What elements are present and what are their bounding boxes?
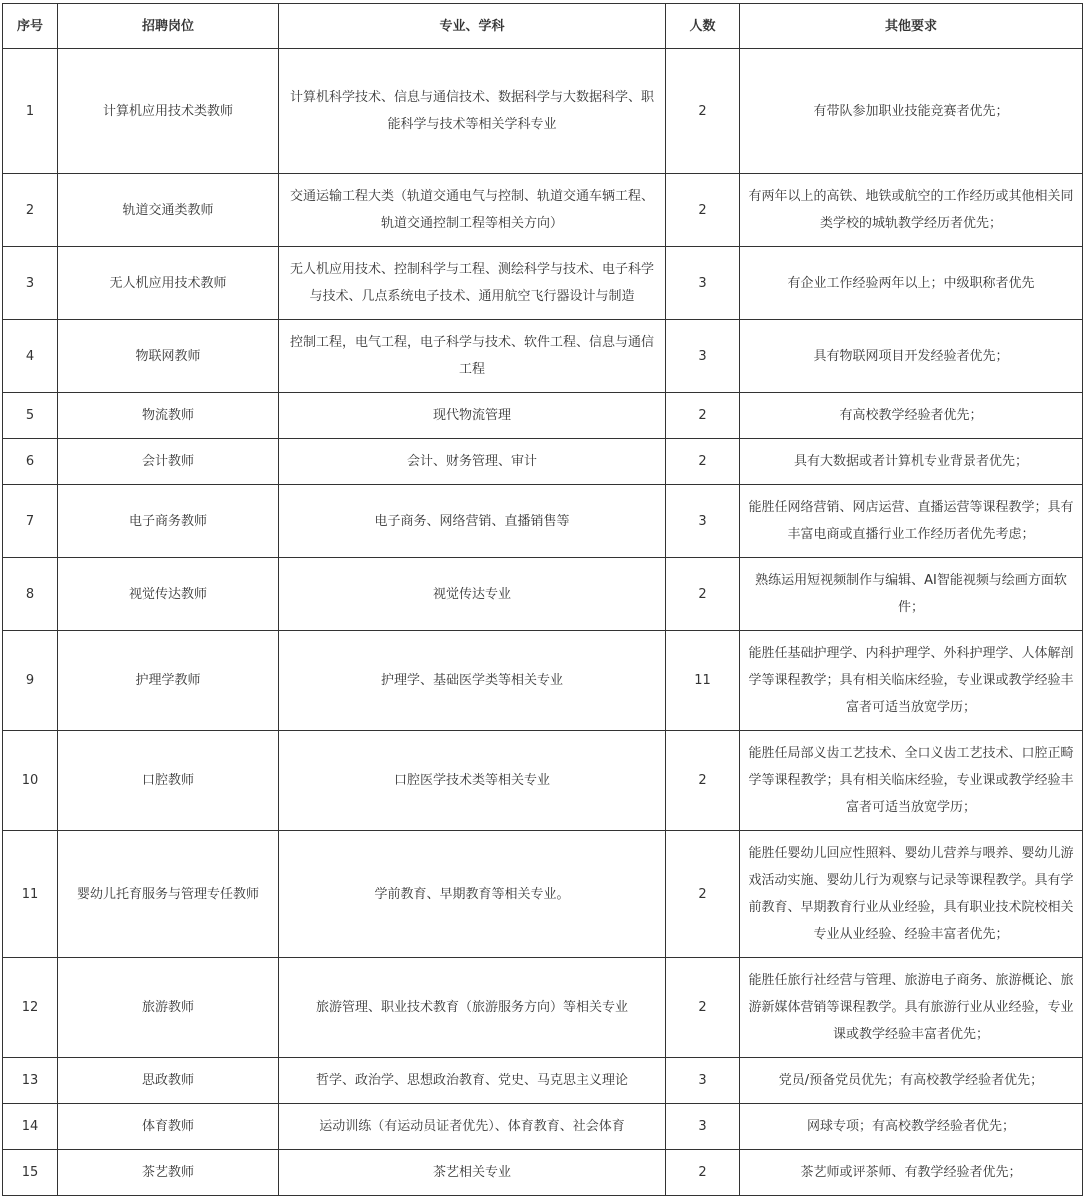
row-requirements: 具有大数据或者计算机专业背景者优先； (740, 439, 1083, 485)
row-requirements: 有高校教学经验者优先； (740, 393, 1083, 439)
row-requirements: 能胜任旅行社经营与管理、旅游电子商务、旅游概论、旅游新媒体营销等课程教学。具有旅游行业从业经验，专业课或教学经验丰富者优先； (740, 958, 1083, 1058)
table-row (3, 1150, 1083, 1196)
row-position: 思政教师 (58, 1058, 279, 1104)
header-major: 专业、学科 (279, 4, 666, 49)
header-row (3, 4, 1083, 49)
row-major: 电子商务、网络营销、直播销售等 (279, 485, 666, 558)
recruitment-table (2, 3, 1083, 1196)
row-index: 13 (3, 1058, 58, 1104)
table-row (3, 49, 1083, 174)
table-row (3, 1058, 1083, 1104)
table-row (3, 958, 1083, 1058)
row-count: 2 (666, 439, 740, 485)
row-position: 护理学教师 (58, 631, 279, 731)
row-index: 15 (3, 1150, 58, 1196)
table-row (3, 320, 1083, 393)
table-row (3, 831, 1083, 958)
row-position: 视觉传达教师 (58, 558, 279, 631)
row-count: 2 (666, 958, 740, 1058)
row-major: 交通运输工程大类（轨道交通电气与控制、轨道交通车辆工程、轨道交通控制工程等相关方向） (279, 174, 666, 247)
row-index: 8 (3, 558, 58, 631)
row-position: 计算机应用技术类教师 (58, 49, 279, 174)
row-count: 3 (666, 1104, 740, 1150)
row-major: 计算机科学技术、信息与通信技术、数据科学与大数据科学、职能科学与技术等相关学科专业 (279, 49, 666, 174)
row-count: 2 (666, 731, 740, 831)
row-requirements: 有两年以上的高铁、地铁或航空的工作经历或其他相关同类学校的城轨教学经历者优先； (740, 174, 1083, 247)
row-requirements: 能胜任局部义齿工艺技术、全口义齿工艺技术、口腔正畸学等课程教学；具有相关临床经验，专业课或教学经验丰富者可适当放宽学历； (740, 731, 1083, 831)
row-requirements: 能胜任基础护理学、内科护理学、外科护理学、人体解剖学等课程教学；具有相关临床经验，专业课或教学经验丰富者可适当放宽学历； (740, 631, 1083, 731)
row-count: 2 (666, 831, 740, 958)
row-major: 控制工程，电气工程，电子科学与技术、软件工程、信息与通信工程 (279, 320, 666, 393)
row-position: 物流教师 (58, 393, 279, 439)
table-row (3, 485, 1083, 558)
row-requirements: 熟练运用短视频制作与编辑、AI智能视频与绘画方面软件； (740, 558, 1083, 631)
table-row (3, 1104, 1083, 1150)
row-count: 2 (666, 393, 740, 439)
row-index: 3 (3, 247, 58, 320)
row-requirements: 网球专项；有高校教学经验者优先； (740, 1104, 1083, 1150)
table-row (3, 631, 1083, 731)
row-index: 10 (3, 731, 58, 831)
row-major: 无人机应用技术、控制科学与工程、测绘科学与技术、电子科学与技术、几点系统电子技术、通用航空飞行器设计与制造 (279, 247, 666, 320)
row-count: 3 (666, 485, 740, 558)
row-index: 9 (3, 631, 58, 731)
row-position: 婴幼儿托育服务与管理专任教师 (58, 831, 279, 958)
table-row (3, 393, 1083, 439)
row-requirements: 有带队参加职业技能竞赛者优先； (740, 49, 1083, 174)
row-major: 口腔医学技术类等相关专业 (279, 731, 666, 831)
row-position: 茶艺教师 (58, 1150, 279, 1196)
table-row (3, 558, 1083, 631)
row-major: 会计、财务管理、审计 (279, 439, 666, 485)
table-row (3, 247, 1083, 320)
row-position: 电子商务教师 (58, 485, 279, 558)
row-index: 2 (3, 174, 58, 247)
table-row (3, 731, 1083, 831)
row-major: 茶艺相关专业 (279, 1150, 666, 1196)
row-count: 2 (666, 49, 740, 174)
row-major: 视觉传达专业 (279, 558, 666, 631)
row-index: 7 (3, 485, 58, 558)
row-count: 3 (666, 247, 740, 320)
row-major: 运动训练（有运动员证者优先）、体育教育、社会体育 (279, 1104, 666, 1150)
row-position: 无人机应用技术教师 (58, 247, 279, 320)
row-index: 11 (3, 831, 58, 958)
row-major: 学前教育、早期教育等相关专业。 (279, 831, 666, 958)
row-position: 口腔教师 (58, 731, 279, 831)
header-count: 人数 (666, 4, 740, 49)
row-position: 旅游教师 (58, 958, 279, 1058)
row-index: 12 (3, 958, 58, 1058)
table-row (3, 174, 1083, 247)
row-requirements: 能胜任网络营销、网店运营、直播运营等课程教学；具有丰富电商或直播行业工作经历者优先考虑； (740, 485, 1083, 558)
row-major: 护理学、基础医学类等相关专业 (279, 631, 666, 731)
row-position: 物联网教师 (58, 320, 279, 393)
row-major: 哲学、政治学、思想政治教育、党史、马克思主义理论 (279, 1058, 666, 1104)
row-index: 1 (3, 49, 58, 174)
row-position: 会计教师 (58, 439, 279, 485)
row-index: 4 (3, 320, 58, 393)
header-requirements: 其他要求 (740, 4, 1083, 49)
table-row (3, 439, 1083, 485)
row-position: 体育教师 (58, 1104, 279, 1150)
row-requirements: 茶艺师或评茶师、有教学经验者优先； (740, 1150, 1083, 1196)
row-count: 2 (666, 174, 740, 247)
row-position: 轨道交通类教师 (58, 174, 279, 247)
row-requirements: 具有物联网项目开发经验者优先； (740, 320, 1083, 393)
row-index: 6 (3, 439, 58, 485)
row-major: 旅游管理、职业技术教育（旅游服务方向）等相关专业 (279, 958, 666, 1058)
row-count: 11 (666, 631, 740, 731)
row-count: 2 (666, 1150, 740, 1196)
header-index: 序号 (3, 4, 58, 49)
header-position: 招聘岗位 (58, 4, 279, 49)
row-index: 14 (3, 1104, 58, 1150)
row-index: 5 (3, 393, 58, 439)
row-requirements: 能胜任婴幼儿回应性照料、婴幼儿营养与喂养、婴幼儿游戏活动实施、婴幼儿行为观察与记录等课程教学。具有学前教育、早期教育行业从业经验，具有职业技术院校相关专业从业经验、经验丰富者优先； (740, 831, 1083, 958)
row-count: 3 (666, 1058, 740, 1104)
row-count: 2 (666, 558, 740, 631)
row-major: 现代物流管理 (279, 393, 666, 439)
row-count: 3 (666, 320, 740, 393)
row-requirements: 有企业工作经验两年以上；中级职称者优先 (740, 247, 1083, 320)
row-requirements: 党员/预备党员优先；有高校教学经验者优先； (740, 1058, 1083, 1104)
